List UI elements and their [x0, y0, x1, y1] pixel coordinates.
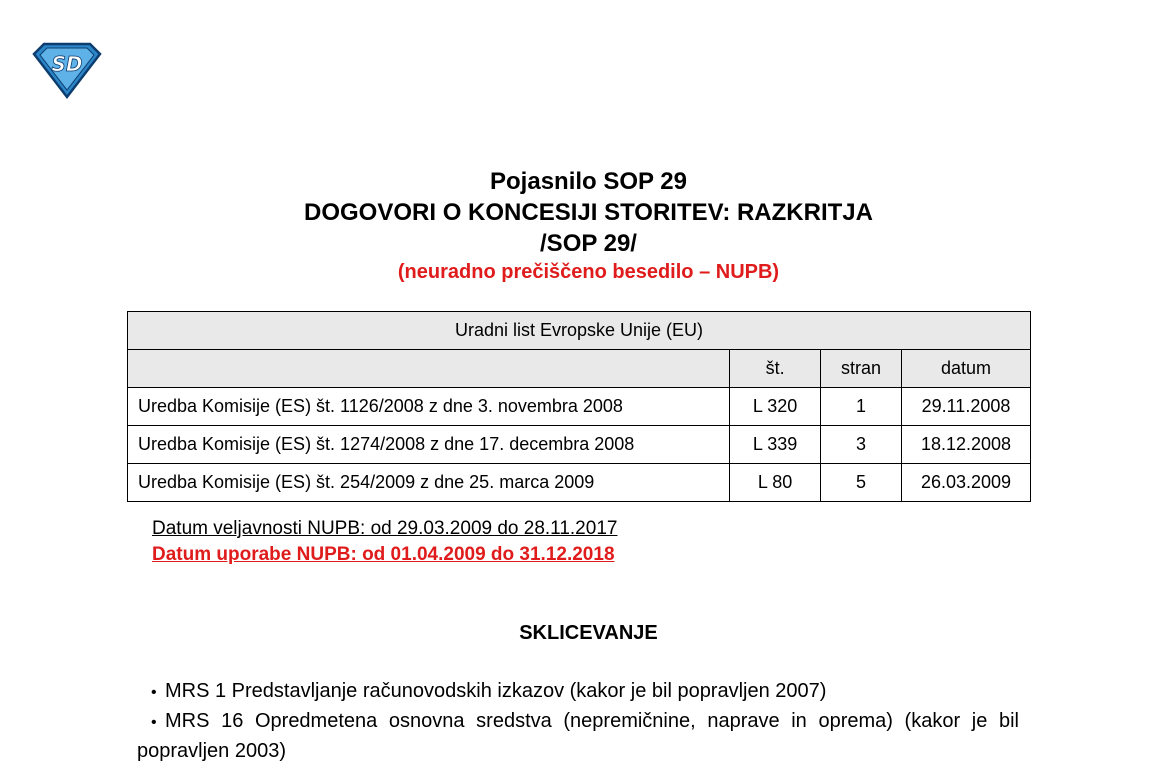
reference-text: MRS 16 Opredmetena osnovna sredstva (nepremičnine, naprave in oprema) (kakor je bil popravljen 2003) — [137, 710, 1019, 762]
stran-cell: 3 — [821, 426, 902, 464]
table-header-datum: datum — [902, 350, 1031, 388]
st-cell: L 339 — [730, 426, 821, 464]
datum-cell: 18.12.2008 — [902, 426, 1031, 464]
bullet-icon: • — [151, 684, 157, 701]
table-header-stran: stran — [821, 350, 902, 388]
logo-text: SD — [51, 52, 83, 76]
datum-cell: 26.03.2009 — [902, 464, 1031, 502]
list-item — [137, 677, 1019, 707]
table-header-st: št. — [730, 350, 821, 388]
datum-cell: 29.11.2008 — [902, 388, 1031, 426]
list-item — [137, 707, 1019, 765]
table-row — [128, 388, 1031, 426]
document-code: /SOP 29/ — [540, 230, 637, 257]
table-header-empty — [128, 350, 730, 388]
official-journal-table — [127, 311, 1031, 502]
table-caption: Uradni list Evropske Unije (EU) — [128, 312, 1031, 350]
regulation-cell: Uredba Komisije (ES) št. 1126/2008 z dne 3. novembra 2008 — [128, 388, 730, 426]
references-list — [137, 677, 1019, 765]
validity-dates — [152, 516, 617, 568]
regulation-cell: Uredba Komisije (ES) št. 254/2009 z dne 25. marca 2009 — [128, 464, 730, 502]
stran-cell: 5 — [821, 464, 902, 502]
document-title: Pojasnilo SOP 29 — [490, 168, 687, 195]
bullet-icon: • — [151, 714, 157, 731]
title-block — [0, 166, 1157, 287]
table-row — [128, 426, 1031, 464]
usage-date: Datum uporabe NUPB: od 01.04.2009 do 31.12.2018 — [152, 544, 615, 565]
validity-date: Datum veljavnosti NUPB: od 29.03.2009 do 28.11.2017 — [152, 518, 618, 539]
table-row — [128, 464, 1031, 502]
st-cell: L 80 — [730, 464, 821, 502]
sd-logo-icon — [30, 40, 104, 100]
regulation-cell: Uredba Komisije (ES) št. 1274/2008 z dne 17. decembra 2008 — [128, 426, 730, 464]
document-title-main: DOGOVORI O KONCESIJI STORITEV: RAZKRITJA — [304, 199, 873, 226]
document-subtitle: (neuradno prečiščeno besedilo – NUPB) — [397, 261, 780, 283]
reference-text: MRS 1 Predstavljanje računovodskih izkazov (kakor je bil popravljen 2007) — [165, 680, 827, 702]
st-cell: L 320 — [730, 388, 821, 426]
section-heading: SKLICEVANJE — [519, 622, 658, 644]
stran-cell: 1 — [821, 388, 902, 426]
